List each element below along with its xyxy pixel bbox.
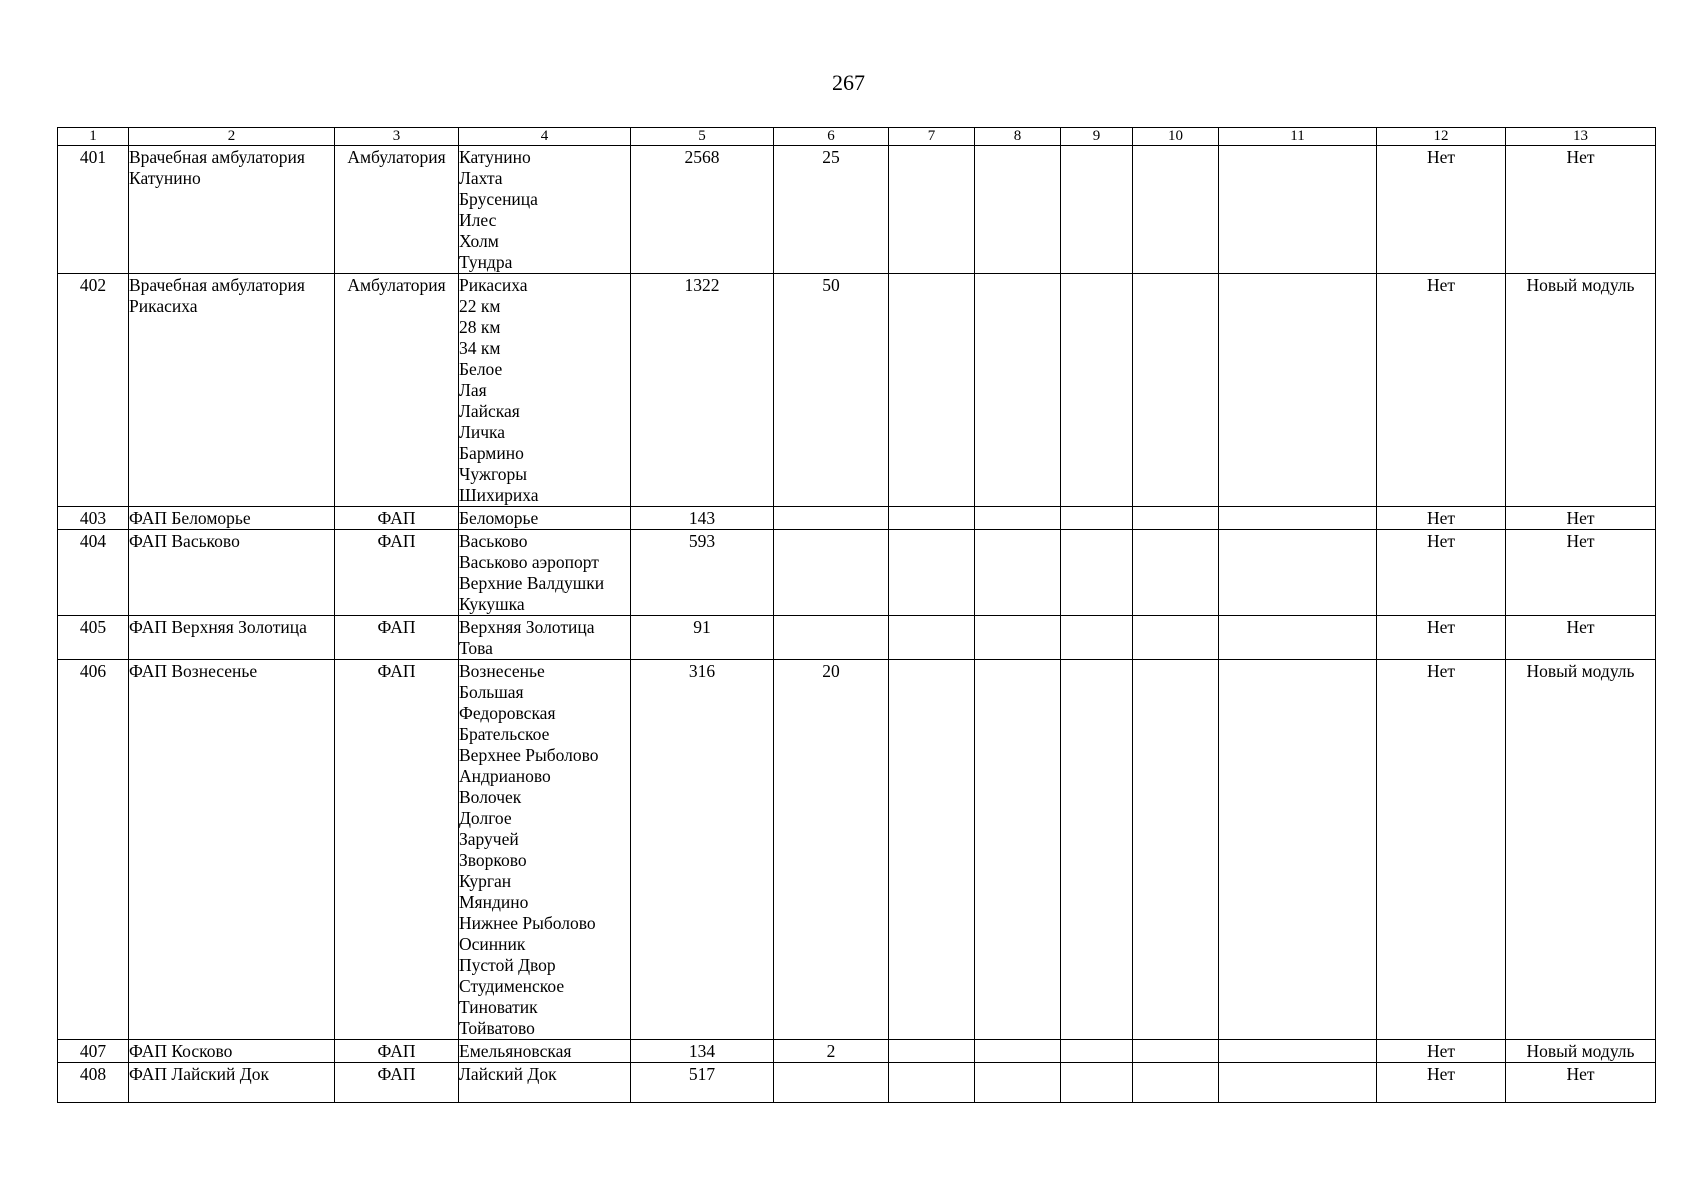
settlement-name: Федоровская <box>459 703 556 723</box>
facilities-table <box>57 127 1656 1103</box>
settlement-name: Емельяновская <box>459 1041 572 1061</box>
settlement-name: Тойватово <box>459 1018 535 1038</box>
settlement-name: Мяндино <box>459 892 529 912</box>
settlement-name: Тиноватик <box>459 997 538 1017</box>
settlement-name: Вознесенье <box>459 661 545 681</box>
column-12-cell: Нет <box>1377 274 1506 507</box>
column-13-cell: Нет <box>1506 507 1656 530</box>
facility-type-cell: ФАП <box>335 1063 459 1103</box>
settlement-name: 34 км <box>459 338 501 358</box>
settlement-name: Заручей <box>459 829 519 849</box>
settlement-name: Това <box>459 638 493 658</box>
column-header: 5 <box>631 128 774 146</box>
settlement-name: Верхняя Золотица <box>459 617 595 637</box>
column-header: 2 <box>129 128 335 146</box>
column-8-cell <box>975 1063 1061 1103</box>
settlement-name: Нижнее Рыболово <box>459 913 596 933</box>
settlement-name: Рикасиха <box>459 275 528 295</box>
settlement-name: Тундра <box>459 252 513 272</box>
column-7-cell <box>889 507 975 530</box>
column-9-cell <box>1061 530 1133 616</box>
column-12-cell: Нет <box>1377 660 1506 1040</box>
facility-name-cell: Врачебная амбулатория Катунино <box>129 146 335 274</box>
settlements-cell <box>459 1040 631 1063</box>
column-10-cell <box>1133 1063 1219 1103</box>
settlement-name: Брусеница <box>459 189 538 209</box>
facility-name-cell: ФАП Верхняя Золотица <box>129 616 335 660</box>
row-number-cell: 407 <box>58 1040 129 1063</box>
settlements-cell <box>459 507 631 530</box>
settlement-name: Васьково <box>459 531 528 551</box>
row-number-cell: 408 <box>58 1063 129 1103</box>
column-6-cell <box>774 507 889 530</box>
row-number-cell: 402 <box>58 274 129 507</box>
column-7-cell <box>889 660 975 1040</box>
column-9-cell <box>1061 507 1133 530</box>
row-number-cell: 405 <box>58 616 129 660</box>
population-cell: 134 <box>631 1040 774 1063</box>
column-12-cell: Нет <box>1377 507 1506 530</box>
column-12-cell: Нет <box>1377 530 1506 616</box>
column-8-cell <box>975 1040 1061 1063</box>
column-10-cell <box>1133 1040 1219 1063</box>
page-number: 267 <box>832 70 865 95</box>
column-12-cell: Нет <box>1377 616 1506 660</box>
settlement-name: Осинник <box>459 934 526 954</box>
column-header: 11 <box>1219 128 1377 146</box>
settlement-name: Шихириха <box>459 485 539 505</box>
settlement-name: Лайская <box>459 401 520 421</box>
column-11-cell <box>1219 530 1377 616</box>
column-9-cell <box>1061 616 1133 660</box>
facility-type-cell: Амбулатория <box>335 274 459 507</box>
settlement-name: Курган <box>459 871 512 891</box>
column-11-cell <box>1219 507 1377 530</box>
column-9-cell <box>1061 1040 1133 1063</box>
settlements-cell <box>459 530 631 616</box>
row-number-cell: 406 <box>58 660 129 1040</box>
column-6-cell <box>774 530 889 616</box>
column-13-cell: Нет <box>1506 1063 1656 1103</box>
settlement-name: Андрианово <box>459 766 551 786</box>
settlement-name: Васьково аэропорт <box>459 552 599 572</box>
facility-type-cell: ФАП <box>335 530 459 616</box>
facility-name-cell: ФАП Вознесенье <box>129 660 335 1040</box>
column-8-cell <box>975 507 1061 530</box>
column-8-cell <box>975 530 1061 616</box>
facility-name-cell: ФАП Васьково <box>129 530 335 616</box>
population-cell: 143 <box>631 507 774 530</box>
population-cell: 91 <box>631 616 774 660</box>
column-13-cell: Нет <box>1506 616 1656 660</box>
settlement-name: Зворково <box>459 850 527 870</box>
settlement-name: Пустой Двор <box>459 955 556 975</box>
settlement-name: Беломорье <box>459 508 539 528</box>
column-10-cell <box>1133 530 1219 616</box>
column-12-cell: Нет <box>1377 1040 1506 1063</box>
column-header: 13 <box>1506 128 1656 146</box>
column-6-cell <box>774 1063 889 1103</box>
facility-type-cell: ФАП <box>335 660 459 1040</box>
column-9-cell <box>1061 660 1133 1040</box>
table-body <box>58 146 1656 1103</box>
settlement-name: Бармино <box>459 443 524 463</box>
row-number-cell: 403 <box>58 507 129 530</box>
settlement-name: 28 км <box>459 317 501 337</box>
settlement-name: Лахта <box>459 168 503 188</box>
table-row <box>58 146 1656 274</box>
settlement-name: Кукушка <box>459 594 525 614</box>
settlements-cell <box>459 274 631 507</box>
population-cell: 593 <box>631 530 774 616</box>
settlements-cell <box>459 1063 631 1103</box>
column-6-cell: 2 <box>774 1040 889 1063</box>
table-row <box>58 274 1656 507</box>
column-header: 10 <box>1133 128 1219 146</box>
column-9-cell <box>1061 1063 1133 1103</box>
population-cell: 316 <box>631 660 774 1040</box>
column-10-cell <box>1133 507 1219 530</box>
table-row <box>58 660 1656 1040</box>
column-8-cell <box>975 274 1061 507</box>
column-13-cell: Новый модуль <box>1506 274 1656 507</box>
column-10-cell <box>1133 274 1219 507</box>
population-cell: 517 <box>631 1063 774 1103</box>
facility-name-cell: ФАП Косково <box>129 1040 335 1063</box>
column-13-cell: Новый модуль <box>1506 660 1656 1040</box>
column-11-cell <box>1219 146 1377 274</box>
column-12-cell: Нет <box>1377 146 1506 274</box>
column-10-cell <box>1133 616 1219 660</box>
settlement-name: Чужгоры <box>459 464 527 484</box>
settlements-cell <box>459 660 631 1040</box>
settlement-name: Белое <box>459 359 503 379</box>
column-11-cell <box>1219 1063 1377 1103</box>
column-7-cell <box>889 1040 975 1063</box>
column-8-cell <box>975 616 1061 660</box>
table-row <box>58 1063 1656 1103</box>
settlement-name: Волочек <box>459 787 522 807</box>
settlement-name: 22 км <box>459 296 501 316</box>
column-8-cell <box>975 146 1061 274</box>
facility-type-cell: Амбулатория <box>335 146 459 274</box>
column-7-cell <box>889 146 975 274</box>
population-cell: 2568 <box>631 146 774 274</box>
settlement-name: Личка <box>459 422 506 442</box>
column-11-cell <box>1219 616 1377 660</box>
column-header: 3 <box>335 128 459 146</box>
settlement-name: Лайский Док <box>459 1064 557 1084</box>
column-header: 9 <box>1061 128 1133 146</box>
column-header: 12 <box>1377 128 1506 146</box>
row-number-cell: 404 <box>58 530 129 616</box>
column-6-cell: 20 <box>774 660 889 1040</box>
column-11-cell <box>1219 1040 1377 1063</box>
column-number-header-row <box>58 128 1656 146</box>
column-header: 6 <box>774 128 889 146</box>
settlement-name: Долгое <box>459 808 512 828</box>
table-row <box>58 507 1656 530</box>
settlement-name: Верхние Валдушки <box>459 573 605 593</box>
settlements-cell <box>459 146 631 274</box>
column-13-cell: Нет <box>1506 146 1656 274</box>
column-9-cell <box>1061 274 1133 507</box>
row-number-cell: 401 <box>58 146 129 274</box>
settlement-name: Студименское <box>459 976 565 996</box>
column-11-cell <box>1219 274 1377 507</box>
facility-type-cell: ФАП <box>335 1040 459 1063</box>
facility-type-cell: ФАП <box>335 507 459 530</box>
table-row <box>58 616 1656 660</box>
column-header: 8 <box>975 128 1061 146</box>
facility-type-cell: ФАП <box>335 616 459 660</box>
column-7-cell <box>889 530 975 616</box>
column-6-cell: 25 <box>774 146 889 274</box>
column-6-cell: 50 <box>774 274 889 507</box>
facility-name-cell: ФАП Лайский Док <box>129 1063 335 1103</box>
table-row <box>58 1040 1656 1063</box>
column-header: 1 <box>58 128 129 146</box>
column-7-cell <box>889 616 975 660</box>
settlement-name: Брательское <box>459 724 550 744</box>
settlements-cell <box>459 616 631 660</box>
settlement-name: Илес <box>459 210 497 230</box>
facility-name-cell: Врачебная амбулатория Рикасиха <box>129 274 335 507</box>
column-13-cell: Новый модуль <box>1506 1040 1656 1063</box>
settlement-name: Верхнее Рыболово <box>459 745 599 765</box>
table-row <box>58 530 1656 616</box>
column-header: 7 <box>889 128 975 146</box>
column-9-cell <box>1061 146 1133 274</box>
facility-name-cell: ФАП Беломорье <box>129 507 335 530</box>
column-7-cell <box>889 1063 975 1103</box>
column-6-cell <box>774 616 889 660</box>
column-13-cell: Нет <box>1506 530 1656 616</box>
column-11-cell <box>1219 660 1377 1040</box>
settlement-name: Большая <box>459 682 524 702</box>
column-10-cell <box>1133 660 1219 1040</box>
population-cell: 1322 <box>631 274 774 507</box>
column-12-cell: Нет <box>1377 1063 1506 1103</box>
settlement-name: Катунино <box>459 147 531 167</box>
column-7-cell <box>889 274 975 507</box>
column-8-cell <box>975 660 1061 1040</box>
settlement-name: Холм <box>459 231 499 251</box>
settlement-name: Лая <box>459 380 487 400</box>
column-header: 4 <box>459 128 631 146</box>
column-10-cell <box>1133 146 1219 274</box>
